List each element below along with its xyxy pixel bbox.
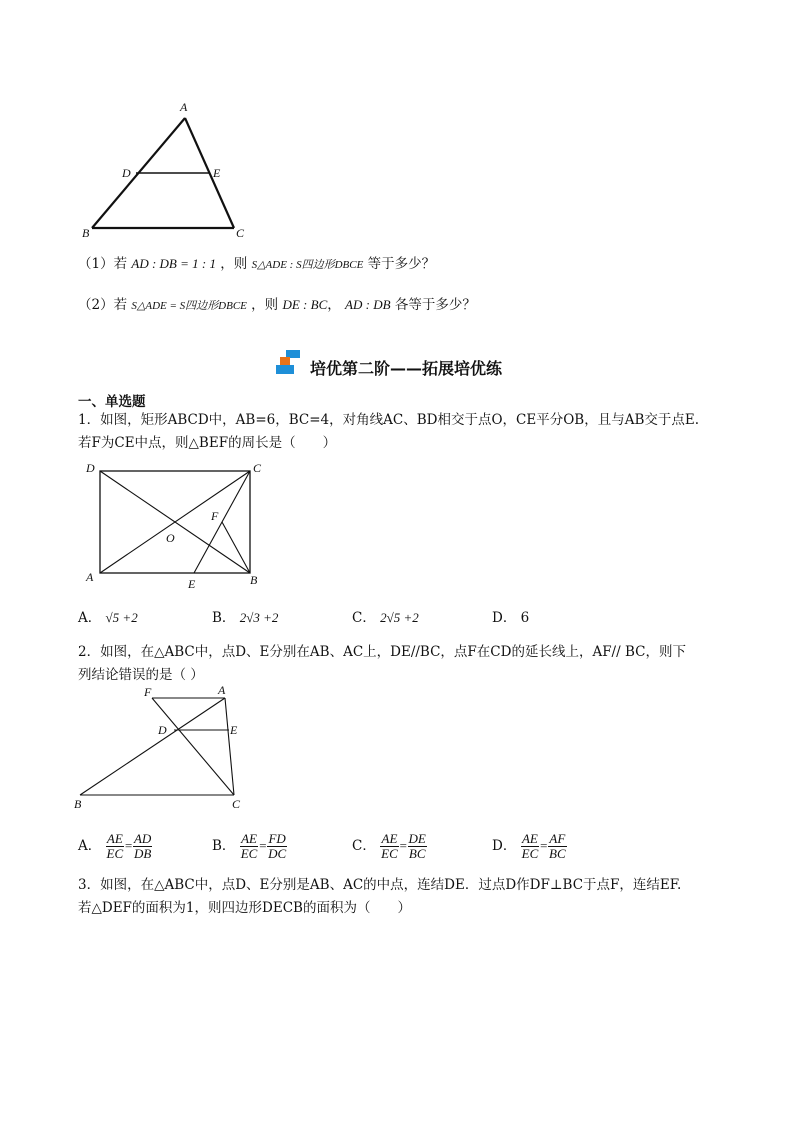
segment-fb — [222, 522, 250, 573]
label-c: C — [236, 226, 245, 240]
q1-option-c[interactable]: C． 2√5 +2 — [352, 610, 419, 626]
label-e: E — [230, 723, 238, 737]
q1-option-d[interactable]: D． 6 — [492, 610, 530, 626]
q3-line1: 3．如图，在△ABC中，点D、E分别是AB、AC的中点，连结DE．过点D作DF⊥BC于点F，连结EF. — [78, 877, 682, 893]
segment-fc — [152, 698, 234, 795]
label-c: C — [232, 797, 241, 811]
q1-option-a[interactable]: A． √5 +2 — [78, 610, 138, 626]
side-ac — [225, 698, 234, 795]
label-d: D — [86, 461, 95, 475]
q2-line2: 列结论错误的是（ ） — [78, 667, 204, 683]
rectangle-figure — [80, 458, 280, 594]
label-b: B — [82, 226, 90, 240]
label-b: B — [250, 573, 258, 587]
q1-line2: 若F为CE中点，则△BEF的周长是（ ） — [78, 435, 337, 451]
q2-option-d[interactable]: D． $\frac{AE}{EC}$ = $\frac{AF}{BC}$ — [492, 831, 566, 861]
label-o: O — [166, 531, 175, 545]
label-d: D — [158, 723, 167, 737]
label-a: A — [180, 100, 188, 114]
q1-line1: 1．如图，矩形ABCD中，AB=6，BC=4，对角线AC、BD相交于点O，CE平分OB，且与AB交于点E. — [78, 412, 700, 428]
part-title: 一、单选题 — [78, 394, 146, 410]
label-e: E — [188, 577, 196, 591]
question-part-2: （2）若 S△ADE = S四边形DBCE ，则 DE : BC， AD : DB 各等于多少？ — [78, 297, 476, 313]
q1-option-b[interactable]: B． 2√3 +2 — [212, 610, 279, 626]
q2-option-c[interactable]: C． $\frac{AE}{EC}$ = $\frac{DE}{BC}$ — [352, 831, 426, 861]
q3-line2: 若△DEF的面积为1，则四边形DECB的面积为（ ） — [78, 900, 411, 916]
label-a: A — [86, 570, 94, 584]
side-ab — [80, 698, 225, 795]
label-d: D — [122, 166, 131, 180]
triangle-figure-1 — [80, 98, 260, 240]
q2-line1: 2．如图，在△ABC中，点D、E分别在AB、AC上，DE//BC，点F在CD的延长线上，AF// BC，则下 — [78, 644, 686, 660]
q2-option-b[interactable]: B． $\frac{AE}{EC}$ = $\frac{FD}{DC}$ — [212, 831, 287, 861]
label-e: E — [213, 166, 221, 180]
label-f: F — [211, 509, 219, 523]
q2-option-a[interactable]: A． $\frac{AE}{EC}$ = $\frac{AD}{DB}$ — [78, 831, 152, 861]
label-a: A — [218, 683, 226, 697]
label-f: F — [144, 685, 152, 699]
section-title: 培优第二阶——拓展培优练 — [310, 359, 503, 378]
label-b: B — [74, 797, 82, 811]
section-logo-icon — [276, 350, 302, 376]
triangle-figure-2 — [70, 682, 260, 812]
question-part-1: （1）若 AD : DB = 1 : 1 ，则 S△ADE : S四边形DBCE 等于多少？ — [78, 256, 436, 272]
label-c: C — [253, 461, 262, 475]
